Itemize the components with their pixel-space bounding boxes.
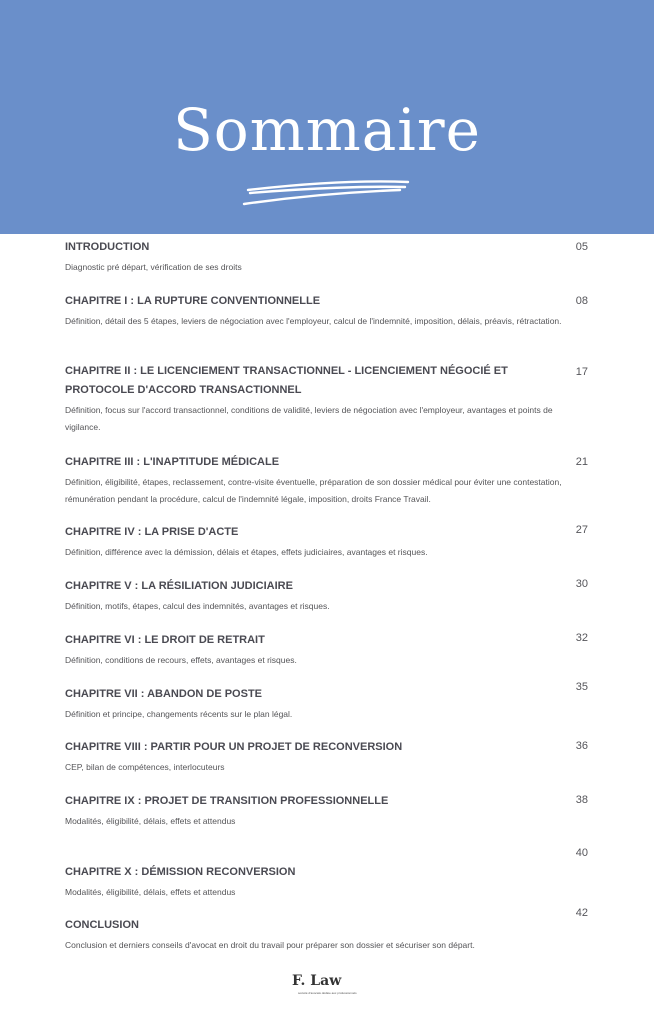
toc-page-number: 35	[575, 681, 588, 693]
swoosh-decoration	[240, 176, 415, 210]
toc-heading: CONCLUSION	[65, 919, 139, 931]
toc-description: CEP, bilan de compétences, interlocuteurs	[65, 762, 225, 772]
toc-heading: INTRODUCTION	[65, 241, 150, 253]
toc-description: Conclusion et derniers conseils d'avocat en droit du travail pour préparer son dossier et sécuriser son départ.	[65, 940, 475, 950]
toc-entry-chapitre-3	[65, 453, 585, 508]
toc-page-number: 36	[575, 740, 588, 752]
toc-entry-chapitre-6	[65, 631, 585, 669]
toc-description: Modalités, éligibilité, délais, effets et attendus	[65, 887, 236, 897]
toc-entry-chapitre-9	[65, 792, 585, 830]
toc-page-number: 21	[575, 456, 588, 468]
toc-heading: CHAPITRE VI : LE DROIT DE RETRAIT	[65, 634, 265, 646]
toc-heading: CHAPITRE IX : PROJET DE TRANSITION PROFESSIONNELLE	[65, 795, 389, 807]
toc-entry-chapitre-8	[65, 738, 585, 776]
toc-description: Définition, différence avec la démission, délais et étapes, effets judiciaires, avantages et risques.	[65, 547, 428, 557]
toc-entry-chapitre-5	[65, 577, 585, 615]
toc-page-number: 42	[575, 907, 588, 919]
toc-page-number: 08	[575, 295, 588, 307]
toc-heading: CHAPITRE V : LA RÉSILIATION JUDICIAIRE	[65, 580, 293, 592]
firm-logo	[292, 972, 362, 998]
toc-description: Diagnostic pré départ, vérification de ses droits	[65, 262, 242, 272]
toc-entry-conclusion	[65, 916, 585, 954]
toc-entry-introduction	[65, 238, 585, 276]
header-banner	[0, 0, 654, 234]
toc-entry-chapitre-1	[65, 292, 585, 330]
toc-description: Définition et principe, changements récents sur le plan légal.	[65, 709, 293, 719]
toc-entry-chapitre-10	[65, 863, 585, 901]
toc-entry-chapitre-2	[65, 362, 585, 436]
toc-heading: CHAPITRE I : LA RUPTURE CONVENTIONNELLE	[65, 295, 321, 307]
logo-wordmark: F. Law	[292, 973, 342, 989]
toc-page-number: 27	[575, 524, 588, 536]
page-title: Sommaire	[173, 96, 481, 164]
toc-page-number: 30	[575, 578, 588, 590]
toc-description: Définition, motifs, étapes, calcul des indemnités, avantages et risques.	[65, 601, 330, 611]
toc-entry-chapitre-4	[65, 523, 585, 561]
toc-heading: CHAPITRE IV : LA PRISE D'ACTE	[65, 526, 239, 538]
logo-tagline: société d'avocats dédiée aux professionnels	[298, 991, 357, 995]
toc-page-number: 38	[575, 794, 588, 806]
toc-heading: CHAPITRE VII : ABANDON DE POSTE	[65, 688, 262, 700]
toc-description: Modalités, éligibilité, délais, effets et attendus	[65, 816, 236, 826]
toc-description: Définition, éligibilité, étapes, reclassement, contre-visite éventuelle, préparation de son dossier médical pour éviter une contestation, rémunération pendant la procédure, calcul de l'indemnité légale, imposition, droits France Travail.	[65, 477, 562, 504]
toc-heading: CHAPITRE II : LE LICENCIEMENT TRANSACTIONNEL - LICENCIEMENT NÉGOCIÉ ET PROTOCOLE D'ACCORD TRANSACTIONNEL	[65, 365, 508, 396]
toc-heading: CHAPITRE III : L'INAPTITUDE MÉDICALE	[65, 456, 280, 468]
toc-heading: CHAPITRE X : DÉMISSION RECONVERSION	[65, 866, 296, 878]
toc-heading: CHAPITRE VIII : PARTIR POUR UN PROJET DE RECONVERSION	[65, 741, 403, 753]
toc-page-number: 40	[575, 847, 588, 859]
toc-page-number: 32	[575, 632, 588, 644]
toc-description: Définition, conditions de recours, effets, avantages et risques.	[65, 655, 297, 665]
toc-entry-chapitre-7	[65, 685, 585, 723]
toc-page-number: 17	[575, 366, 588, 378]
toc-page-number: 05	[575, 241, 588, 253]
toc-description: Définition, détail des 5 étapes, leviers de négociation avec l'employeur, calcul de l'indemnité, imposition, délais, préavis, rétractation.	[65, 316, 562, 326]
toc-description: Définition, focus sur l'accord transactionnel, conditions de validité, leviers de négociation avec l'employeur, avantages et points de vigilance.	[65, 405, 553, 432]
